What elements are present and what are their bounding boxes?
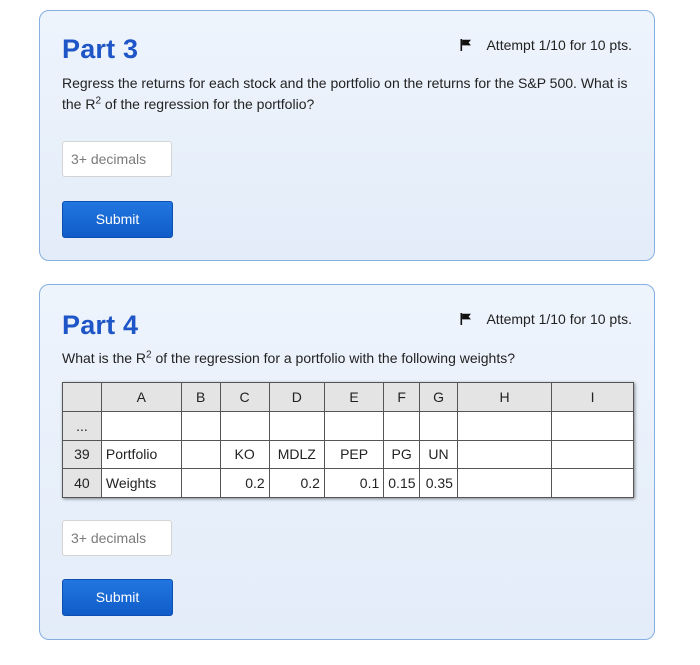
corner-cell xyxy=(63,383,102,412)
part-3-attempt-info xyxy=(460,37,632,53)
cell xyxy=(457,440,551,469)
cell xyxy=(181,411,220,440)
cell xyxy=(269,411,324,440)
row-number: 39 xyxy=(63,440,102,469)
part-3-attempt-text: Attempt 1/10 for 10 pts. xyxy=(486,37,632,53)
flag-icon xyxy=(460,313,472,325)
cell: UN xyxy=(420,440,458,469)
cell xyxy=(324,411,383,440)
column-header-row xyxy=(63,383,634,412)
cell: 0.15 xyxy=(384,469,420,498)
part-4-title: Part 4 xyxy=(62,310,139,340)
cell: 0.2 xyxy=(269,469,324,498)
row-number: 40 xyxy=(63,469,102,498)
part-3-card xyxy=(39,10,655,261)
table-row xyxy=(63,440,634,469)
cell: PG xyxy=(384,440,420,469)
part-4-submit-button[interactable]: Submit xyxy=(62,579,173,616)
column-header: C xyxy=(220,383,269,412)
part-4-attempt-text: Attempt 1/10 for 10 pts. xyxy=(486,311,632,327)
cell xyxy=(457,411,551,440)
cell xyxy=(552,411,634,440)
part-3-title: Part 3 xyxy=(62,34,139,64)
part-4-attempt-info xyxy=(460,311,632,327)
column-header: D xyxy=(269,383,324,412)
part-3-question: Regress the returns for each stock and the portfolio on the returns for the S&P 500. What is the $R^2$ of the regression for the portfolio? xyxy=(62,75,628,112)
ellipsis-row xyxy=(63,411,634,440)
column-header: B xyxy=(181,383,220,412)
part-3-answer-input[interactable] xyxy=(62,141,172,177)
cell xyxy=(220,411,269,440)
cell: 0.35 xyxy=(420,469,458,498)
cell: Weights xyxy=(101,469,181,498)
column-header: I xyxy=(552,383,634,412)
cell xyxy=(552,469,634,498)
column-header: E xyxy=(324,383,383,412)
part-4-question: What is the $R^2$ of the regression for a portfolio with the following weights? xyxy=(62,349,516,366)
cell xyxy=(457,469,551,498)
cell: 0.2 xyxy=(220,469,269,498)
cell xyxy=(181,469,220,498)
column-header: G xyxy=(420,383,458,412)
weights-spreadsheet xyxy=(62,382,634,498)
column-header: F xyxy=(384,383,420,412)
cell: KO xyxy=(220,440,269,469)
cell xyxy=(181,440,220,469)
cell: 0.1 xyxy=(324,469,383,498)
column-header: H xyxy=(457,383,551,412)
cell xyxy=(552,440,634,469)
cell xyxy=(420,411,458,440)
flag-icon xyxy=(460,39,472,51)
part-4-card xyxy=(39,284,655,640)
part-4-answer-input[interactable] xyxy=(62,520,172,556)
part-3-submit-button[interactable]: Submit xyxy=(62,201,173,238)
table-row xyxy=(63,469,634,498)
cell xyxy=(101,411,181,440)
cell xyxy=(384,411,420,440)
cell: PEP xyxy=(324,440,383,469)
row-number: ... xyxy=(63,411,102,440)
column-header: A xyxy=(101,383,181,412)
cell: Portfolio xyxy=(101,440,181,469)
cell: MDLZ xyxy=(269,440,324,469)
